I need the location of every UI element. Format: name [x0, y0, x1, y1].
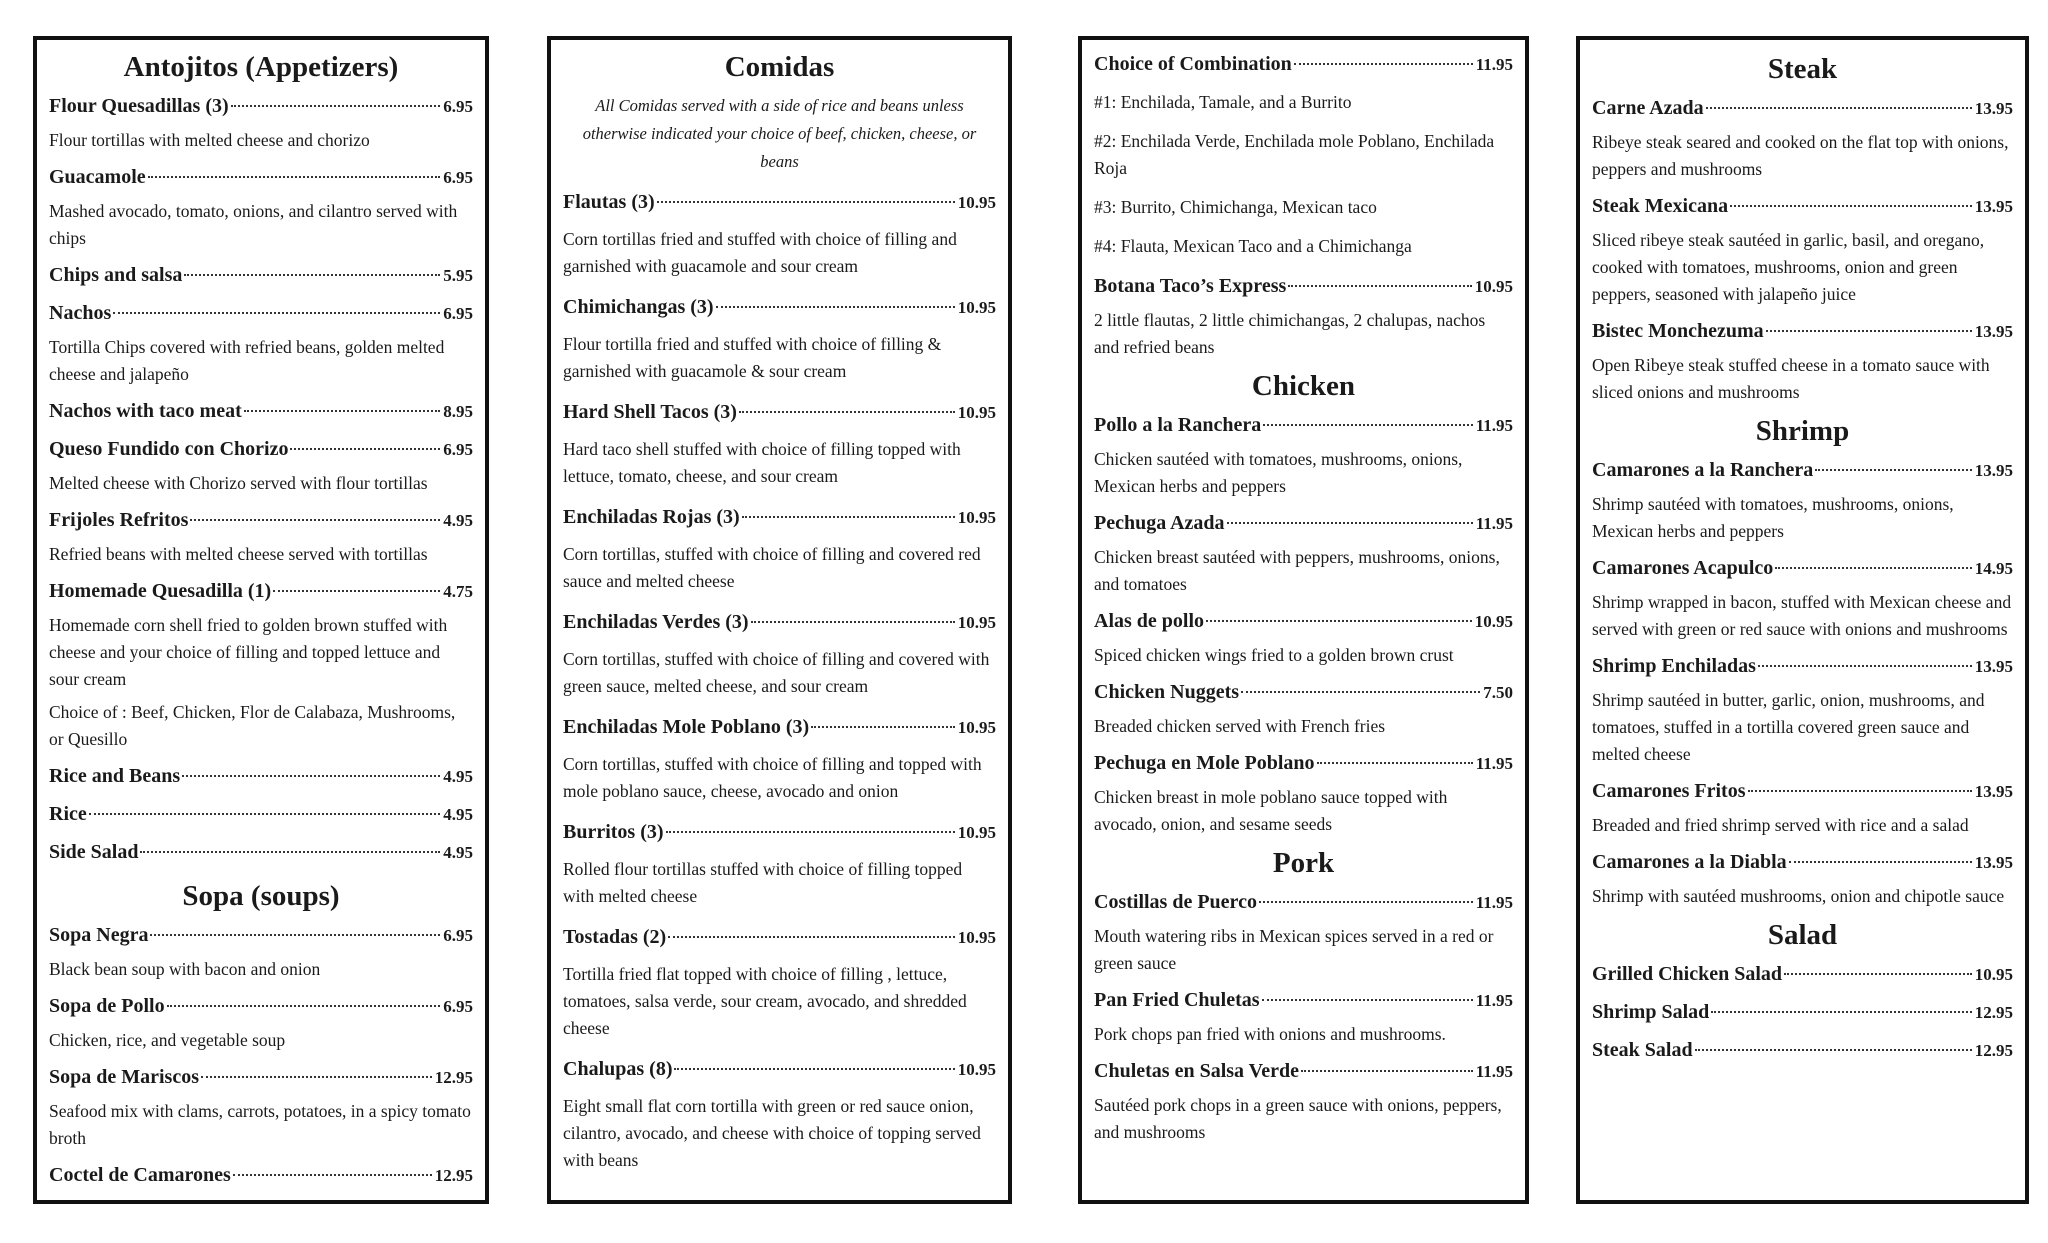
- menu-item: [563, 713, 996, 805]
- item-name: Enchiladas Mole Poblano (3): [563, 715, 810, 738]
- item-description: Sautéed pork chops in a green sauce with onions, peppers, and mushrooms: [1094, 1094, 1502, 1142]
- item-line: [1094, 607, 1513, 636]
- item-description-extra: Choice of : Beef, Chicken, Flor de Calabaza, Mushrooms, or Quesillo: [49, 701, 456, 749]
- menu-item: [1592, 317, 2013, 406]
- item-name: Pollo a la Ranchera: [1094, 413, 1262, 436]
- section-chicken: [1094, 411, 1513, 838]
- menu-item: [49, 163, 473, 252]
- menu-item: [563, 608, 996, 700]
- item-name: Sopa de Mariscos: [49, 1065, 199, 1088]
- section-salad: [1592, 960, 2013, 1065]
- item-price: 11.95: [1475, 513, 1513, 533]
- item-name: Botana Taco’s Express: [1094, 275, 1287, 297]
- item-name: Pechuga Azada: [1094, 511, 1225, 534]
- dot-leader: [1730, 205, 1972, 207]
- item-price: 6.95: [443, 303, 473, 323]
- item-line: [49, 92, 473, 121]
- menu-item: [49, 921, 473, 983]
- item-line: [1592, 317, 2013, 346]
- menu-item: [49, 397, 473, 426]
- item-description: Flour tortilla fried and stuffed with choice of filling & garnished with guacamole & sour cream: [563, 333, 942, 381]
- item-name: Flautas (3): [563, 190, 655, 213]
- item-line: [49, 1161, 473, 1190]
- item-price: 11.95: [1475, 1061, 1513, 1081]
- item-name: Camarones a la Diabla: [1592, 850, 1787, 873]
- item-description: Chicken sautéed with tomatoes, mushrooms, onions, Mexican herbs and peppers: [1094, 448, 1463, 496]
- item-price: 10.95: [957, 822, 996, 842]
- menu-item: [1592, 777, 2013, 839]
- item-line: [563, 1055, 996, 1084]
- item-price: 13.95: [1974, 460, 2013, 480]
- menu-item: [49, 577, 473, 753]
- item-line: [1094, 411, 1513, 440]
- item-price: 12.95: [434, 1067, 473, 1087]
- dot-leader: [739, 411, 955, 413]
- item-line: [49, 800, 473, 829]
- item-line: [1094, 509, 1513, 538]
- item-line: [563, 188, 996, 217]
- section-title-pork: Pork: [1272, 846, 1335, 879]
- item-line: [563, 293, 996, 322]
- menu-item-combination: [1094, 50, 1513, 79]
- item-line: [49, 838, 473, 867]
- item-name: Camarones Acapulco: [1592, 556, 1774, 579]
- menu-item: [1592, 998, 2013, 1027]
- item-name: Choice of Combination: [1094, 53, 1292, 75]
- menu-item: [1592, 848, 2013, 910]
- item-name: Guacamole: [49, 165, 146, 188]
- item-line: [49, 299, 473, 328]
- item-price: 10.95: [1474, 611, 1513, 631]
- dot-leader: [1294, 63, 1473, 65]
- item-price: 11.95: [1475, 990, 1513, 1010]
- item-price: 10.95: [957, 612, 996, 632]
- item-price: 6.95: [443, 96, 473, 116]
- item-price: 10.95: [1474, 277, 1513, 296]
- item-price: 10.95: [957, 717, 996, 737]
- dot-leader: [244, 410, 441, 412]
- dot-leader: [1227, 522, 1473, 524]
- item-name: Chuletas en Salsa Verde: [1094, 1059, 1300, 1082]
- menu-panel-comidas: [547, 36, 1012, 1204]
- item-name: Rice: [49, 802, 87, 825]
- item-name: Shrimp Salad: [1592, 1000, 1710, 1023]
- menu-item: [1592, 652, 2013, 768]
- item-price: 14.95: [1974, 558, 2013, 578]
- item-description: Chicken breast sautéed with peppers, mushrooms, onions, and tomatoes: [1094, 546, 1500, 594]
- dot-leader: [184, 274, 440, 276]
- dot-leader: [273, 590, 440, 592]
- menu-item: [49, 299, 473, 388]
- dot-leader: [1301, 1070, 1473, 1072]
- item-line: [49, 435, 473, 464]
- dot-leader: [1706, 107, 1972, 109]
- item-line: [1592, 456, 2013, 485]
- item-price: 7.50: [1483, 682, 1513, 702]
- item-line: [563, 713, 996, 742]
- item-description: Corn tortillas fried and stuffed with choice of filling and garnished with guacamole and sour cream: [563, 228, 957, 276]
- item-price: 11.95: [1475, 753, 1513, 773]
- item-line: [1592, 554, 2013, 583]
- dot-leader: [290, 448, 440, 450]
- item-line: [1592, 652, 2013, 681]
- menu-item: [49, 800, 473, 829]
- dot-leader: [668, 936, 955, 938]
- menu-item: [49, 762, 473, 791]
- item-price: 13.95: [1974, 656, 2013, 676]
- item-name: Rice and Beans: [49, 764, 181, 787]
- item-description: Corn tortillas, stuffed with choice of filling and covered with green sauce, melted cheese, and sour cream: [563, 648, 990, 696]
- item-description: Mouth watering ribs in Mexican spices served in a red or green sauce: [1094, 925, 1494, 973]
- item-line: [1592, 192, 2013, 221]
- item-line: [49, 397, 473, 426]
- section-title-salad: Salad: [1767, 918, 1838, 951]
- item-line: [1094, 678, 1513, 707]
- menu-item: [1592, 1036, 2013, 1065]
- menu-item: [1592, 960, 2013, 989]
- item-description: Homemade corn shell fried to golden brown stuffed with cheese and your choice of filling and topped lettuce and sour cream: [49, 614, 448, 689]
- menu-item: [1592, 456, 2013, 545]
- dot-leader: [674, 1068, 954, 1070]
- menu-panel-steak-shrimp-salad: [1576, 36, 2029, 1204]
- item-price: 6.95: [443, 996, 473, 1016]
- item-name: Sopa Negra: [49, 923, 149, 946]
- item-description: Pork chops pan fried with onions and mushrooms.: [1094, 1023, 1446, 1044]
- item-line: [49, 1063, 473, 1092]
- item-name: Chalupas (8): [563, 1057, 673, 1080]
- item-line: [1094, 1057, 1513, 1086]
- item-line: [1592, 1036, 2013, 1065]
- item-name: Steak Mexicana: [1592, 194, 1729, 217]
- dot-leader: [1259, 901, 1473, 903]
- item-description: 2 little flautas, 2 little chimichangas, 2 chalupas, nachos and refried beans: [1094, 310, 1486, 357]
- item-price: 6.95: [443, 167, 473, 187]
- item-name: Shrimp Enchiladas: [1592, 654, 1756, 677]
- menu-item: [1592, 554, 2013, 643]
- item-description: Shrimp wrapped in bacon, stuffed with Mexican cheese and served with green or red sauce with onions and mushrooms: [1592, 591, 2012, 639]
- section-sopa: [49, 921, 473, 1190]
- dot-leader: [182, 775, 440, 777]
- item-description: Tortilla fried flat topped with choice of filling , lettuce, tomatoes, salsa verde, sour cream, avocado, and shredded cheese: [563, 963, 967, 1038]
- item-line: [49, 261, 473, 290]
- item-name: Enchiladas Verdes (3): [563, 610, 749, 633]
- section-title-shrimp: Shrimp: [1755, 414, 1850, 447]
- item-name: Nachos with taco meat: [49, 399, 242, 422]
- item-name: Frijoles Refritos: [49, 508, 189, 531]
- dot-leader: [1766, 330, 1972, 332]
- item-price: 12.95: [1974, 1040, 2013, 1060]
- item-price: 13.95: [1974, 781, 2013, 801]
- comidas-intro: All Comidas served with a side of rice and beans unless otherwise indicated your choice of beef, chicken, cheese, or beans: [582, 95, 977, 171]
- menu-item: [563, 293, 996, 385]
- item-name: Side Salad: [49, 840, 139, 863]
- item-description: Ribeye steak seared and cooked on the flat top with onions, peppers and mushrooms: [1592, 131, 2009, 179]
- item-name: Hard Shell Tacos (3): [563, 400, 737, 423]
- menu-item: [563, 1055, 996, 1174]
- combination-option-4: #4: Flauta, Mexican Taco and a Chimichanga: [1094, 236, 1412, 256]
- menu-item: [49, 992, 473, 1054]
- dot-leader: [113, 312, 440, 314]
- menu-item: [563, 818, 996, 910]
- dot-leader: [1758, 665, 1972, 667]
- item-line: [49, 506, 473, 535]
- item-price: 4.95: [443, 510, 473, 530]
- item-description: Eight small flat corn tortilla with green or red sauce onion, cilantro, avocado, and cheese with choice of topping served with beans: [563, 1095, 981, 1170]
- item-price: 12.95: [434, 1165, 473, 1185]
- dot-leader: [1288, 285, 1471, 287]
- item-line: [1592, 960, 2013, 989]
- item-price: 8.95: [443, 401, 473, 421]
- dot-leader: [1789, 861, 1972, 863]
- item-name: Flour Quesadillas (3): [49, 94, 229, 117]
- item-line: [1592, 848, 2013, 877]
- item-price: 10.95: [957, 192, 996, 212]
- item-description: Corn tortillas, stuffed with choice of filling and covered red sauce and melted cheese: [563, 543, 981, 591]
- item-name: Pan Fried Chuletas: [1094, 988, 1260, 1011]
- menu-item: [563, 503, 996, 595]
- combination-option-1: #1: Enchilada, Tamale, and a Burrito: [1094, 92, 1352, 112]
- menu-item: [1094, 509, 1513, 598]
- item-price: 5.95: [443, 265, 473, 285]
- dot-leader: [1695, 1049, 1972, 1051]
- dot-leader: [1317, 762, 1473, 764]
- dot-leader: [190, 519, 440, 521]
- item-line: [49, 163, 473, 192]
- item-description: Shrimp sautéed in butter, garlic, onion, mushrooms, and tomatoes, stuffed in a tortilla covered green sauce and melted cheese: [1592, 689, 1985, 764]
- item-description: Flour tortillas with melted cheese and chorizo: [49, 129, 370, 150]
- dot-leader: [1206, 620, 1472, 622]
- item-line: [1094, 749, 1513, 778]
- menu-item-botana: [1094, 272, 1513, 361]
- item-price: 4.95: [443, 842, 473, 862]
- item-line: [49, 921, 473, 950]
- menu-item: [1094, 1057, 1513, 1146]
- item-description: Open Ribeye steak stuffed cheese in a tomato sauce with sliced onions and mushrooms: [1592, 354, 1990, 402]
- item-name: Tostadas (2): [563, 925, 667, 948]
- menu-panel-appetizers-soups: [33, 36, 489, 1204]
- section-steak: [1592, 94, 2013, 406]
- item-name: Costillas de Puerco: [1094, 890, 1257, 913]
- item-line: [1094, 986, 1513, 1015]
- section-antojitos: [49, 92, 473, 867]
- menu-item: [49, 838, 473, 867]
- item-name: Nachos: [49, 301, 112, 324]
- item-description: Rolled flour tortillas stuffed with choice of filling topped with melted cheese: [563, 858, 963, 906]
- item-price: 13.95: [1974, 196, 2013, 216]
- dot-leader: [89, 813, 440, 815]
- dot-leader: [657, 201, 955, 203]
- item-description: Seafood mix with clams, carrots, potatoes, in a spicy tomato broth: [49, 1100, 471, 1148]
- item-line: [563, 503, 996, 532]
- item-price: 10.95: [957, 297, 996, 317]
- menu-item: [49, 92, 473, 154]
- item-line: [49, 762, 473, 791]
- section-title-steak: Steak: [1767, 53, 1838, 85]
- item-name: Chips and salsa: [49, 263, 183, 286]
- item-name: Chicken Nuggets: [1094, 680, 1240, 703]
- item-price: 11.95: [1475, 55, 1513, 74]
- dot-leader: [742, 516, 955, 518]
- item-price: 4.75: [443, 581, 473, 601]
- section-pork: [1094, 888, 1513, 1146]
- item-name: Coctel de Camarones: [49, 1163, 231, 1186]
- dot-leader: [1748, 790, 1972, 792]
- dot-leader: [751, 621, 955, 623]
- item-name: Bistec Monchezuma: [1592, 319, 1764, 342]
- item-description: Spiced chicken wings fried to a golden brown crust: [1094, 644, 1454, 665]
- item-description: Melted cheese with Chorizo served with flour tortillas: [49, 472, 428, 493]
- item-price: 11.95: [1475, 892, 1513, 912]
- item-line: [563, 818, 996, 847]
- dot-leader: [1711, 1011, 1971, 1013]
- item-price: 12.95: [1974, 1002, 2013, 1022]
- item-name: Camarones a la Ranchera: [1592, 458, 1814, 481]
- combination-option-2: #2: Enchilada Verde, Enchilada mole Poblano, Enchilada Roja: [1094, 131, 1495, 178]
- menu-item: [563, 188, 996, 280]
- item-description: Chicken breast in mole poblano sauce topped with avocado, onion, and sesame seeds: [1094, 786, 1448, 834]
- item-price: 6.95: [443, 439, 473, 459]
- item-name: Enchiladas Rojas (3): [563, 505, 740, 528]
- section-title-chicken: Chicken: [1251, 370, 1356, 402]
- item-line: [563, 923, 996, 952]
- item-line: [1592, 777, 2013, 806]
- item-line: [1094, 888, 1513, 917]
- item-price: 10.95: [957, 402, 996, 422]
- item-name: Steak Salad: [1592, 1038, 1693, 1061]
- item-price: 10.95: [957, 1059, 996, 1079]
- dot-leader: [811, 726, 955, 728]
- item-name: Pechuga en Mole Poblano: [1094, 751, 1315, 774]
- item-name: Queso Fundido con Chorizo: [49, 437, 289, 460]
- item-price: 6.95: [443, 925, 473, 945]
- dot-leader: [148, 176, 441, 178]
- menu-item: [49, 435, 473, 497]
- item-description: Mashed avocado, tomato, onions, and cilantro served with chips: [49, 200, 458, 248]
- menu-item: [1094, 411, 1513, 500]
- item-description: Tortilla Chips covered with refried beans, golden melted cheese and jalapeño: [49, 336, 445, 384]
- item-name: Homemade Quesadilla (1): [49, 579, 272, 602]
- item-price: 13.95: [1974, 852, 2013, 872]
- dot-leader: [201, 1076, 432, 1078]
- item-name: Chimichangas (3): [563, 295, 714, 318]
- item-line: [563, 608, 996, 637]
- item-description: Corn tortillas, stuffed with choice of filling and topped with mole poblano sauce, cheese, avocado and onion: [563, 753, 982, 801]
- dot-leader: [1241, 691, 1480, 693]
- dot-leader: [1775, 567, 1971, 569]
- item-name: Grilled Chicken Salad: [1592, 962, 1783, 985]
- item-price: 10.95: [957, 507, 996, 527]
- section-comidas: [563, 188, 996, 1174]
- item-description: Sliced ribeye steak sautéed in garlic, basil, and oregano, cooked with tomatoes, mushrooms, onion and green peppers, seasoned with jalapeño juice: [1592, 229, 1985, 304]
- item-description: Chicken, rice, and vegetable soup: [49, 1029, 286, 1050]
- dot-leader: [233, 1174, 432, 1176]
- item-price: 4.95: [443, 804, 473, 824]
- dot-leader: [666, 831, 955, 833]
- item-description: Black bean soup with bacon and onion: [49, 958, 321, 979]
- menu-item: [1094, 888, 1513, 977]
- item-line: [49, 992, 473, 1021]
- item-price: 10.95: [1974, 964, 2013, 984]
- menu-item: [1592, 192, 2013, 308]
- menu-item: [1094, 678, 1513, 740]
- menu-item: [1094, 749, 1513, 838]
- section-title-comidas: Comidas: [724, 51, 835, 83]
- menu-item: [1094, 607, 1513, 669]
- item-line: [1592, 998, 2013, 1027]
- dot-leader: [1784, 973, 1972, 975]
- item-price: 11.95: [1475, 415, 1513, 435]
- item-name: Sopa de Pollo: [49, 994, 165, 1017]
- dot-leader: [140, 851, 440, 853]
- menu-item: [49, 1063, 473, 1152]
- combination-option-3: #3: Burrito, Chimichanga, Mexican taco: [1094, 197, 1377, 217]
- item-name: Burritos (3): [563, 820, 664, 843]
- item-description: Breaded chicken served with French fries: [1094, 715, 1386, 736]
- menu-item: [49, 261, 473, 290]
- item-description: Hard taco shell stuffed with choice of filling topped with lettuce, tomato, cheese, and sour cream: [563, 438, 961, 486]
- menu-panel-combination-chicken-pork: [1078, 36, 1529, 1204]
- dot-leader: [167, 1005, 441, 1007]
- item-price: 13.95: [1974, 321, 2013, 341]
- item-price: 4.95: [443, 766, 473, 786]
- dot-leader: [1263, 424, 1472, 426]
- menu-item: [563, 398, 996, 490]
- item-line: [1592, 94, 2013, 123]
- section-title-antojitos: Antojitos (Appetizers): [123, 51, 399, 83]
- item-description: Shrimp with sautéed mushrooms, onion and chipotle sauce: [1592, 885, 2005, 906]
- dot-leader: [716, 306, 955, 308]
- menu-item: [563, 923, 996, 1042]
- item-name: Alas de pollo: [1094, 609, 1205, 632]
- menu-item: [1094, 986, 1513, 1048]
- item-description: Shrimp sautéed with tomatoes, mushrooms, onions, Mexican herbs and peppers: [1592, 493, 1954, 541]
- dot-leader: [150, 934, 440, 936]
- menu-item: [49, 506, 473, 568]
- menu-item: [1592, 94, 2013, 183]
- item-description: Breaded and fried shrimp served with rice and a salad: [1592, 814, 1969, 835]
- item-price: 10.95: [957, 927, 996, 947]
- item-name: Camarones Fritos: [1592, 779, 1746, 802]
- dot-leader: [231, 105, 441, 107]
- dot-leader: [1262, 999, 1473, 1001]
- item-price: 13.95: [1974, 98, 2013, 118]
- item-line: [563, 398, 996, 427]
- item-description: Refried beans with melted cheese served with tortillas: [49, 543, 428, 564]
- section-shrimp: [1592, 456, 2013, 910]
- dot-leader: [1815, 469, 1971, 471]
- item-line: [49, 577, 473, 606]
- menu-item: [49, 1161, 473, 1190]
- item-name: Carne Azada: [1592, 96, 1704, 119]
- section-title-sopa: Sopa (soups): [182, 879, 340, 912]
